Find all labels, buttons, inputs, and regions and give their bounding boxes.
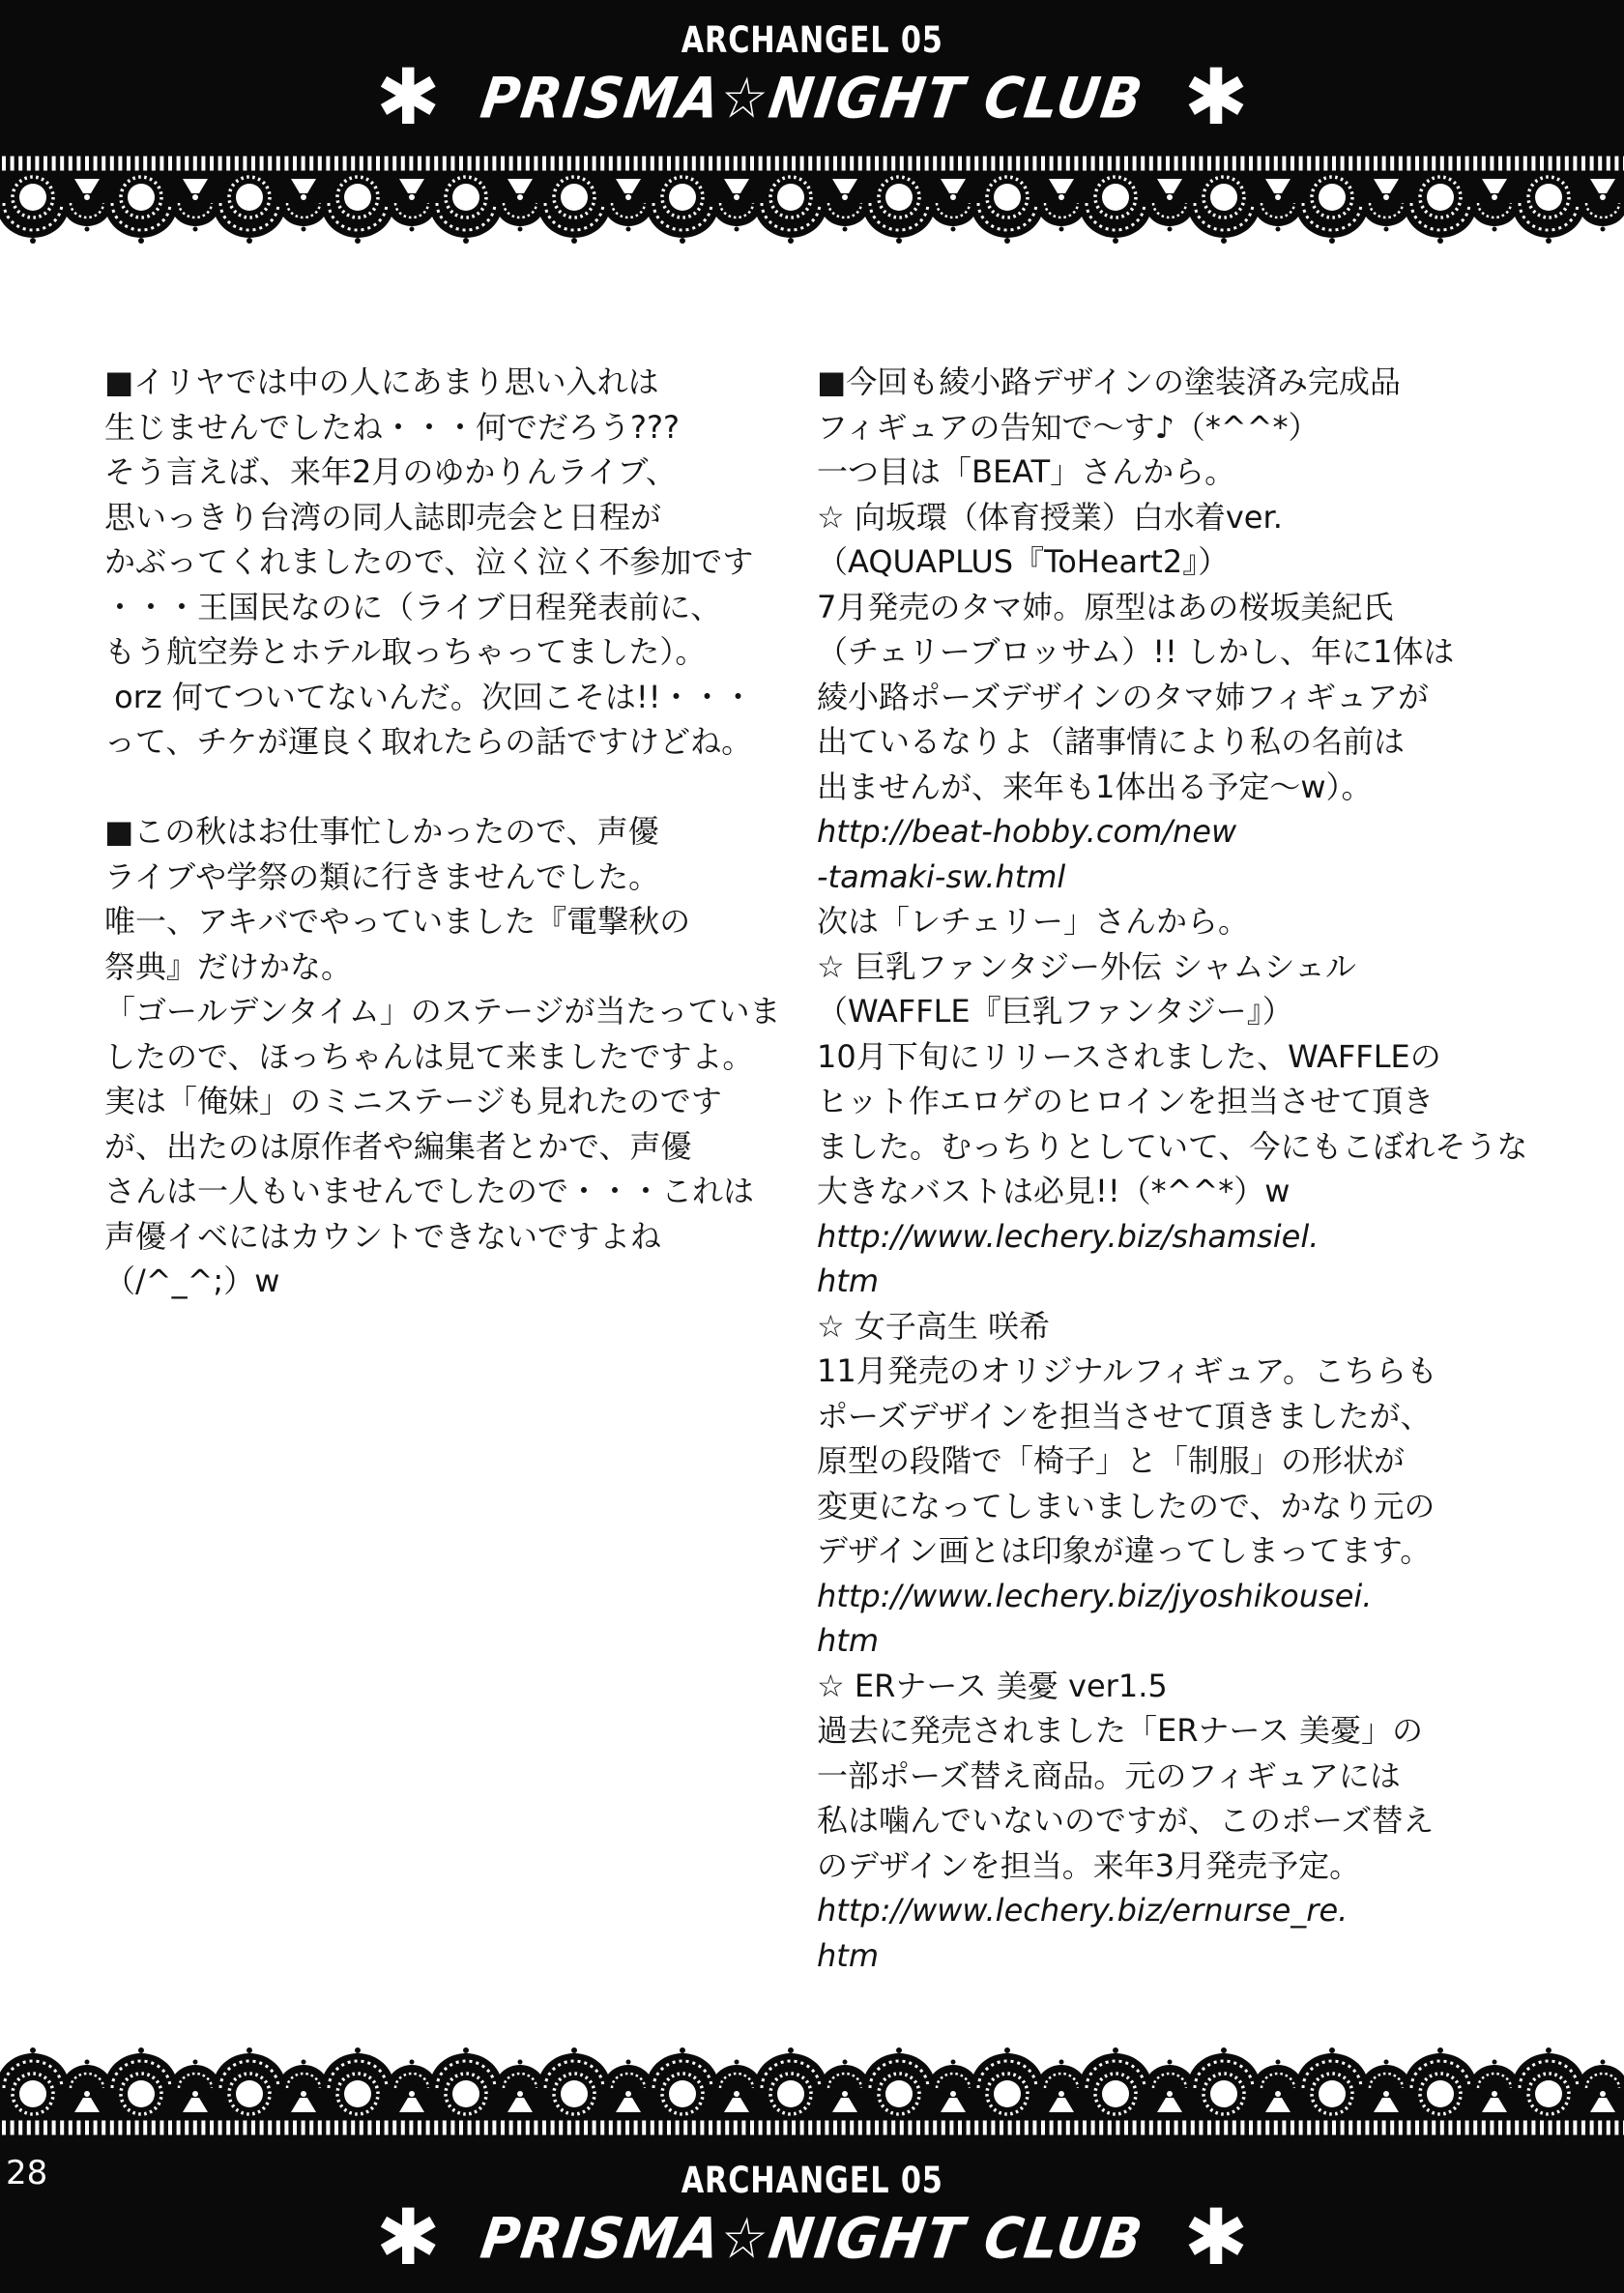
text-line: ■今回も綾小路デザインの塗装済み完成品 [817,363,1401,400]
text-line: -tamaki-sw.html [817,857,1066,895]
page-footer [0,2144,1624,2293]
text-line: htm [817,1263,879,1299]
series-title-footer: ARCHANGEL 05 [681,2160,943,2201]
text-line: 次は「レチェリー」さんから。 [817,903,1250,940]
text-line: htm [817,1622,879,1659]
logo [375,52,1249,142]
text-line: http://www.lechery.biz/jyoshikousei. [817,1577,1373,1614]
text-line: フィギュアの告知で～す♪（*^^*） [817,408,1320,446]
text-line: ☆ 向坂環（体育授業）白水着ver. [817,498,1283,536]
lace-border-top [0,147,1624,247]
text-line [104,765,781,810]
text-line: って、チケが運良く取れたらの話ですけどね。 [104,723,753,760]
text-line: 唯一、アキバでやっていました『電撃秋の [104,903,691,940]
page-number: 28 [6,2154,48,2192]
text-line: ☆ 巨乳ファンタジー外伝 シャムシェル [817,947,1356,985]
logo-text: PRISMA☆NIGHT CLUB [476,64,1148,131]
text-line: ■イリヤでは中の人にあまり思い入れは [104,363,659,400]
series-title: ARCHANGEL 05 [681,19,943,61]
text-line: 11月発売のオリジナルフィギュア。こちらも [817,1352,1437,1389]
text-line: 変更になってしまいましたので、かなり元の [817,1487,1436,1524]
text-line: ヒット作エロゲのヒロインを担当させて頂き [817,1083,1435,1119]
text-line: 大きなバストは必見!!（*^^*）w [817,1173,1290,1209]
text-line: ☆ ERナース 美憂 ver1.5 [817,1667,1168,1704]
text-line: ポーズデザインを担当させて頂きましたが、 [817,1397,1432,1435]
logo-footer [375,2192,1249,2282]
text-line: 思いっきり台湾の同人誌即売会と日程が [104,498,662,536]
text-line: 出ているなりよ（諸事情により私の名前は [817,723,1406,760]
text-line: したので、ほっちゃんは見て来ましたですよ。 [104,1037,754,1075]
text-line: そう言えば、来年2月のゆかりんライブ、 [104,453,677,490]
text-line: http://beat-hobby.com/new [817,813,1237,850]
text-line: （チェリーブロッサム）!! しかし、年に1体は [817,633,1455,670]
text-line: 過去に発売されました「ERナース 美憂」の [817,1712,1424,1749]
text-line: 原型の段階で「椅子」と「制服」の形状が [817,1442,1406,1479]
text-line: 声優イベにはカウントできないですよね [104,1217,662,1255]
text-line: ライブや学祭の類に行きませんでした。 [104,857,660,895]
text-line: 綾小路ポーズデザインのタマ姉フィギュアが [817,678,1429,715]
text-line: のデザインを担当。来年3月発売予定。 [817,1846,1361,1884]
text-line: ・・・王国民なのに（ライブ日程発表前に、 [104,588,722,625]
text-line: ました。むっちりとしていて、今にもこぼれそうな [817,1127,1528,1165]
text-line: 「ゴールデンタイム」のステージが当たっていま [104,993,781,1030]
page-header [0,0,1624,147]
star-icon-right: ✱ [1183,2192,1249,2282]
text-line: 7月発売のタマ姉。原型はあの桜坂美紀氏 [817,588,1394,625]
text-line: （/^_^;）w [104,1263,280,1299]
text-line: 10月下旬にリリースされました、WAFFLEの [817,1037,1441,1075]
star-icon-right: ✱ [1183,52,1249,142]
right-column [817,360,1528,1978]
text-line: もう航空券とホテル取っちゃってました）。 [104,633,707,670]
text-line: さんは一人もいませんでしたので・・・これは [104,1173,755,1209]
text-line: 私は噛んでいないのですが、このポーズ替え [817,1802,1435,1839]
text-line: 出ませんが、来年も1体出る予定～w）。 [817,768,1373,805]
text-line: かぶってくれましたので、泣く泣く不参加です [104,543,754,580]
text-line: （AQUAPLUS『ToHeart2』） [817,543,1230,580]
text-line: http://www.lechery.biz/shamsiel. [817,1217,1320,1255]
lace-border-bottom [0,2044,1624,2144]
text-line: 実は「俺妹」のミニステージも見れたのです [104,1083,722,1119]
star-icon-left: ✱ [375,2192,441,2282]
text-line: 生じませんでしたね・・・何でだろう??? [104,408,680,446]
text-line: 一部ポーズ替え商品。元のフィギュアには [817,1756,1401,1794]
star-icon-left: ✱ [375,52,441,142]
text-line: 祭典』だけかな。 [104,947,353,985]
left-column [104,360,781,1304]
logo-text: PRISMA☆NIGHT CLUB [476,2204,1148,2272]
text-line: http://www.lechery.biz/ernurse_re. [817,1892,1348,1929]
text-line: （WAFFLE『巨乳ファンタジー』） [817,993,1293,1030]
text-line: htm [817,1936,879,1974]
text-line: 一つ目は「BEAT」さんから。 [817,453,1236,490]
text-line: デザイン画とは印象が違ってしまってます。 [817,1532,1432,1569]
text-line: orz 何てついてないんだ。次回こそは!!・・・ [104,678,754,715]
text-line: ■この秋はお仕事忙しかったので、声優 [104,813,659,850]
text-line: が、出たのは原作者や編集者とかで、声優 [104,1127,692,1165]
text-line: ☆ 女子高生 咲希 [817,1307,1051,1345]
